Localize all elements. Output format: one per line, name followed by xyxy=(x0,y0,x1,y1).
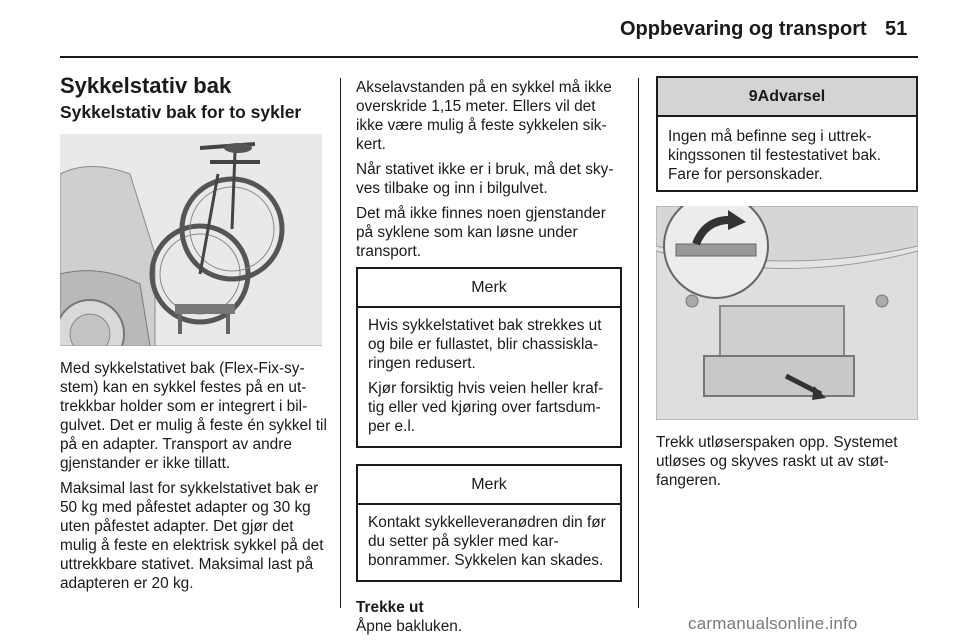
warning-heading-label: Advarsel xyxy=(757,88,826,105)
header-divider xyxy=(60,56,918,58)
note-paragraph: Kontakt sykkelleveranødren din før du setter på sykler med karbonrammer. Sykkelen kan skades. xyxy=(368,514,606,569)
bike-carrier-illustration xyxy=(60,134,322,346)
note-paragraph: Kjør forsiktig hvis veien heller kraftig eller ved kjøring over fartsdumper e.l. xyxy=(368,380,604,435)
subsection-title: Sykkelstativ bak for to sykler xyxy=(60,102,302,122)
paragraph: Når stativet ikke er i bruk, må det skyves tilbake og inn i bilgulvet. xyxy=(356,161,614,197)
warning-icon: 9 xyxy=(748,88,758,105)
paragraph: Akselavstanden på en sykkel må ikke overskride 1,15 meter. Ellers vil det ikke være mulig å feste sykkelen sikkert. xyxy=(356,79,612,153)
column-right xyxy=(656,76,918,496)
release-lever-illustration xyxy=(656,206,918,420)
pull-out-text: Åpne bakluken. xyxy=(356,618,463,635)
note-paragraph: Hvis sykkelstativet bak strekkes ut og bile er fullastet, blir chassisklaringen redusert. xyxy=(368,317,602,372)
warning-body: Ingen må befinne seg i uttrekkingssonen til festestativet bak. Fare for personskader. xyxy=(668,128,882,183)
paragraph: Trekk utløserspaken opp. Systemet utløses og skyves raskt ut av støtfangeren. xyxy=(656,434,898,489)
paragraph: Med sykkelstativet bak (Flex-Fix-system) kan en sykkel festes på en uttrekkbar holder som er integrert i bilgulvet. Det er mulig å feste én sykkel til på en adapter. Transport av andre gjenstander er ikke tillatt. xyxy=(60,360,327,472)
paragraph: Maksimal last for sykkelstativet bak er 50 kg med påfestet adapter og 30 kg uten påfestet adapter. Det gjør det mulig å feste en elektrisk sykkel på det uttrekkbare stativet. Maksimal last på adapteren er 20 kg. xyxy=(60,480,324,592)
watermark: carmanualsonline.info xyxy=(688,614,858,633)
note-body xyxy=(358,308,620,446)
column-divider xyxy=(340,78,341,608)
pull-out-heading: Trekke ut xyxy=(356,599,424,616)
column-left xyxy=(60,73,328,599)
note-heading: Merk xyxy=(358,269,620,308)
column-divider xyxy=(638,78,639,608)
warning-heading xyxy=(658,78,916,117)
paragraph: Det må ikke finnes noen gjenstander på syklene som kan løsne under transport. xyxy=(356,205,606,260)
page-header-title: Oppbevaring og transport xyxy=(620,18,867,40)
note-box xyxy=(356,464,622,582)
warning-box xyxy=(656,76,918,192)
note-heading: Merk xyxy=(358,466,620,505)
section-title: Sykkelstativ bak xyxy=(60,73,232,98)
page-number: 51 xyxy=(885,18,908,40)
column-middle xyxy=(356,78,624,636)
note-body xyxy=(358,505,620,580)
note-box xyxy=(356,267,622,448)
